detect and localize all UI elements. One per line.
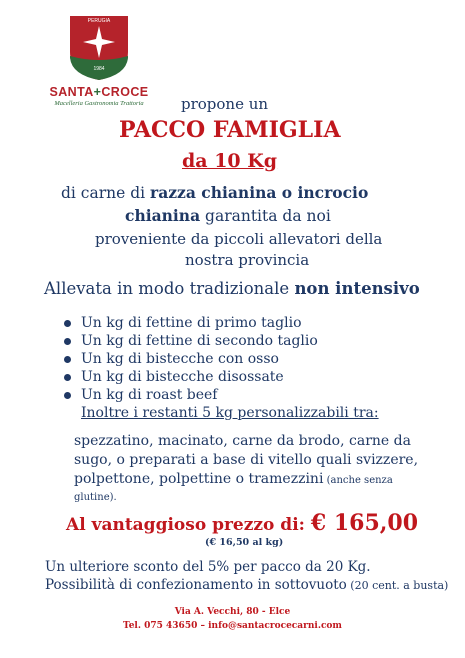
bullet-icon bbox=[64, 374, 71, 381]
list-item-text: Un kg di roast beef bbox=[81, 387, 218, 403]
brand-tagline: Macelleria Gastronomia Trattoria bbox=[54, 100, 144, 107]
desc-line-2 bbox=[125, 206, 331, 225]
bullet-icon bbox=[64, 338, 71, 345]
desc-line2-bold: chianina bbox=[125, 206, 201, 225]
list-item-text: Un kg di fettine di primo taglio bbox=[81, 315, 302, 331]
shield-emblem-icon bbox=[68, 12, 130, 82]
desc-line1-bold: razza chianina o incrocio bbox=[150, 183, 369, 202]
custom-line-2: sugo, o preparati a base di vitello quali svizzere, bbox=[74, 452, 419, 468]
desc-line-4: nostra provincia bbox=[185, 251, 310, 269]
list-item bbox=[59, 387, 318, 405]
badge-year: 1984 bbox=[93, 66, 105, 72]
custom-line-3 bbox=[74, 470, 418, 490]
custom-heading: Inoltre i restanti 5 kg personalizzabili tra: bbox=[81, 405, 379, 421]
package-items-list bbox=[59, 315, 318, 405]
desc-line-3: proveniente da piccoli allevatori della bbox=[95, 230, 383, 248]
list-item bbox=[59, 333, 318, 351]
intro-text: propone un bbox=[181, 95, 269, 113]
list-item bbox=[59, 351, 318, 369]
price-label: Al vantaggioso prezzo di: bbox=[66, 515, 311, 535]
list-item-text: Un kg di fettine di secondo taglio bbox=[81, 333, 318, 349]
package-weight: da 10 Kg bbox=[182, 150, 278, 172]
custom-line-1: spezzatino, macinato, carne da brodo, carne da bbox=[74, 433, 411, 449]
bullet-icon bbox=[64, 320, 71, 327]
desc-line1-pre: di carne di bbox=[61, 184, 151, 202]
bullet-icon bbox=[64, 356, 71, 363]
list-item-text: Un kg di bistecche con osso bbox=[81, 351, 279, 367]
brand-part2: CROCE bbox=[101, 85, 149, 99]
extra-vacuum bbox=[45, 576, 448, 595]
footer-address: Via A. Vecchi, 80 - Elce bbox=[174, 607, 291, 617]
custom-line-4: glutine). bbox=[74, 492, 117, 503]
extra-discount: Un ulteriore sconto del 5% per pacco da 20 Kg. bbox=[45, 559, 371, 575]
raising-pre: Allevata in modo tradizionale bbox=[44, 279, 295, 298]
brand-plus: + bbox=[93, 85, 102, 99]
santa-croce-logo bbox=[40, 12, 158, 107]
custom-options bbox=[74, 432, 418, 506]
badge-top-text: PERUGIA bbox=[87, 18, 111, 24]
custom-line3-note: (anche senza bbox=[323, 475, 393, 486]
list-item bbox=[59, 369, 318, 387]
headline: PACCO FAMIGLIA bbox=[119, 117, 341, 143]
brand-name bbox=[40, 85, 158, 99]
extra-vacuum-note: (20 cent. a busta) bbox=[346, 579, 449, 592]
raising-bold: non intensivo bbox=[294, 279, 420, 298]
list-item bbox=[59, 315, 318, 333]
bullet-icon bbox=[64, 392, 71, 399]
desc-line-1 bbox=[61, 183, 368, 202]
custom-line3-text: polpettone, polpettine o tramezzini bbox=[74, 471, 324, 487]
price-line bbox=[66, 510, 418, 536]
footer-contact: Tel. 075 43650 – info@santacrocecarni.com bbox=[123, 621, 342, 631]
extra-vacuum-text: Possibilità di confezionamento in sottovuoto bbox=[45, 577, 347, 593]
list-item-text: Un kg di bistecche disossate bbox=[81, 369, 284, 385]
raising-method bbox=[44, 279, 420, 298]
brand-part1: SANTA bbox=[49, 85, 94, 99]
price-per-kg: (€ 16,50 al kg) bbox=[205, 537, 284, 548]
extras bbox=[45, 558, 448, 595]
price-value: € 165,00 bbox=[310, 510, 419, 536]
desc-line2-post: garantita da noi bbox=[200, 207, 331, 225]
